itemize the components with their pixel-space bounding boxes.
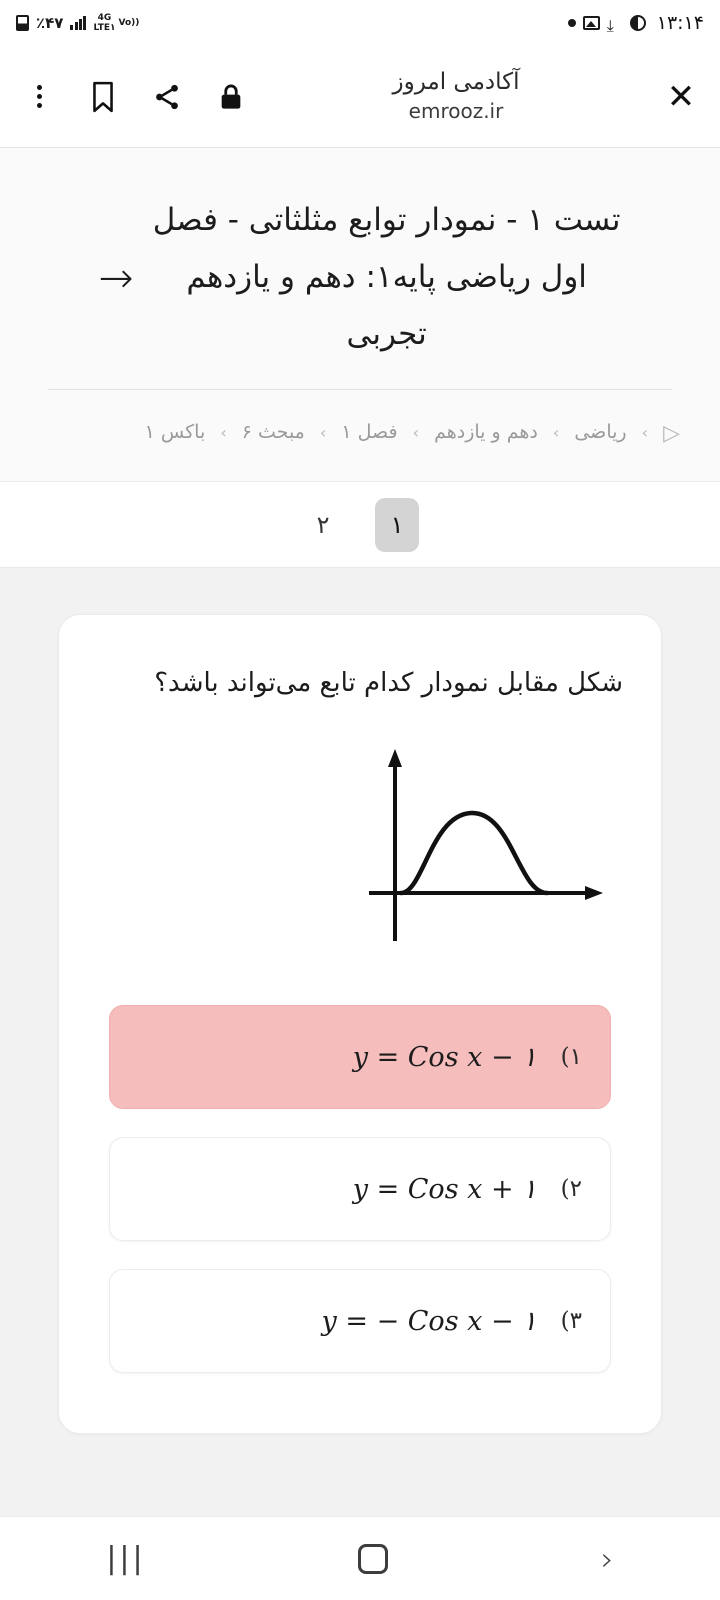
option-1-formula: y = Cos x − ۱ — [352, 1041, 537, 1073]
picture-icon — [583, 16, 600, 30]
clock-label: ۱۳:۱۴ — [656, 12, 704, 34]
breadcrumb-separator: › — [641, 423, 649, 442]
breadcrumb-separator: › — [412, 423, 420, 442]
battery-percent-label: ٪۴۷ — [36, 14, 64, 32]
breadcrumb-item-subject[interactable]: ریاضی — [574, 421, 627, 443]
breadcrumb-separator: › — [552, 423, 560, 442]
pager-item-2[interactable]: ۲ — [316, 510, 330, 539]
option-2[interactable] — [109, 1137, 611, 1241]
network-gen-label: 4G — [97, 13, 112, 23]
status-bar-right — [568, 12, 704, 34]
breadcrumb-item-box[interactable]: باکس ۱ — [144, 421, 206, 443]
option-3[interactable] — [109, 1269, 611, 1373]
volte-label: Vo)) — [118, 18, 140, 28]
share-icon[interactable] — [150, 80, 184, 114]
moon-icon — [630, 15, 646, 31]
dot-icon — [568, 19, 576, 27]
option-1[interactable] — [109, 1005, 611, 1109]
battery-icon — [16, 15, 29, 31]
network-status-group — [93, 13, 115, 33]
close-icon[interactable]: ✕ — [666, 76, 696, 117]
back-button[interactable]: › — [600, 1539, 614, 1578]
bookmark-icon[interactable] — [86, 80, 120, 114]
site-title: آکادمی امروز — [392, 68, 520, 95]
question-pager — [0, 482, 720, 568]
question-content-area — [0, 568, 720, 1600]
status-bar-left — [16, 13, 139, 33]
lock-icon[interactable] — [214, 80, 248, 114]
answer-options — [89, 1005, 631, 1373]
status-bar — [0, 0, 720, 46]
lesson-header — [0, 148, 720, 482]
kebab-menu-icon[interactable] — [22, 80, 56, 114]
network-lte-label: LTE۱ — [93, 23, 116, 33]
divider — [48, 389, 672, 390]
breadcrumb-separator: › — [319, 423, 327, 442]
system-navigation-bar — [0, 1516, 720, 1600]
question-card — [58, 614, 662, 1434]
download-icon — [607, 16, 623, 31]
breadcrumb-item-topic[interactable]: مبحث ۶ — [241, 421, 305, 443]
option-3-formula: y = − Cos x − ۱ — [321, 1305, 537, 1337]
play-triangle-icon: ▷ — [663, 421, 680, 446]
breadcrumb-separator: › — [220, 423, 227, 442]
option-1-number: ۱) — [560, 1044, 582, 1070]
option-2-formula: y = Cos x + ۱ — [352, 1173, 537, 1205]
home-button[interactable] — [358, 1544, 388, 1574]
option-3-number: ۳) — [560, 1308, 582, 1334]
cosine-curve-graph — [89, 741, 631, 955]
signal-bars-icon — [70, 16, 86, 30]
site-url: emrooz.ir — [408, 98, 504, 123]
option-2-number: ۲) — [560, 1176, 582, 1202]
page-title: تست ۱ - نمودار توابع مثلثاتی - فصل اول ریاضی پایه۱: دهم و یازدهم تجربی — [152, 202, 621, 352]
breadcrumb-item-grade[interactable]: دهم و یازدهم — [434, 421, 538, 443]
site-identity — [248, 67, 664, 127]
pager-item-1[interactable]: ۱ — [375, 498, 419, 552]
question-text: شکل مقابل نمودار کدام تابع می‌تواند باشد؟ — [154, 668, 623, 698]
browser-app-bar — [0, 46, 720, 148]
breadcrumb-item-chapter[interactable]: فصل ۱ — [341, 421, 398, 443]
arrow-right-icon[interactable]: → — [98, 252, 134, 302]
app-bar-actions — [22, 80, 248, 114]
lesson-title-row — [30, 192, 690, 363]
recents-button[interactable]: ||| — [106, 1541, 146, 1576]
breadcrumb — [30, 410, 690, 455]
